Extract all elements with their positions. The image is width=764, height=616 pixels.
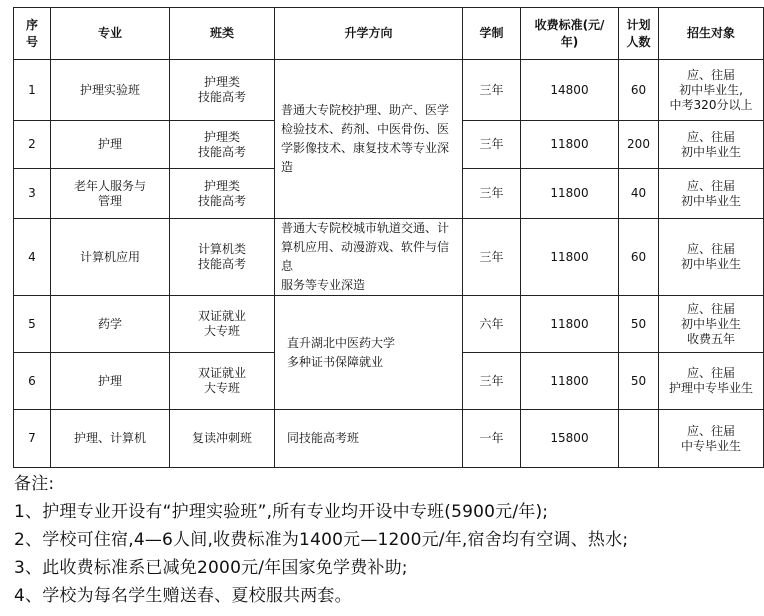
direction-medical: 普通大专院校护理、助产、医学 检验技术、药剂、中医骨伤、医 学影像技术、康复技术等专业深 造: [275, 60, 463, 219]
row-target: 应、往届 护理中专毕业生: [659, 353, 764, 410]
row-fee: 11800: [521, 296, 619, 353]
enrollment-table: [13, 7, 764, 468]
row-target: 应、往届 初中毕业生 收费五年: [659, 296, 764, 353]
row-target: 应、往届 初中毕业生: [659, 169, 764, 219]
row-years: 一年: [463, 410, 521, 468]
row-no: 3: [14, 169, 51, 219]
row-major: 计算机应用: [51, 219, 170, 296]
row-class: 计算机类 技能高考: [170, 219, 275, 296]
note-item: 3、此收费标准系已减免2000元/年国家免学费补助;: [14, 558, 408, 578]
row-no: 2: [14, 121, 51, 169]
row-target: 应、往届 初中毕业生: [659, 219, 764, 296]
notes-title: 备注:: [14, 474, 55, 494]
row-no: 4: [14, 219, 51, 296]
row-fee: 11800: [521, 353, 619, 410]
row-years: 三年: [463, 353, 521, 410]
row-no: 1: [14, 60, 51, 121]
row-plan: 60: [619, 60, 659, 121]
row-fee: 14800: [521, 60, 619, 121]
row-plan: 50: [619, 296, 659, 353]
row-class: 护理类 技能高考: [170, 169, 275, 219]
row-years: 六年: [463, 296, 521, 353]
row-target: 应、往届 初中毕业生: [659, 121, 764, 169]
header-no: 序号: [14, 8, 51, 60]
note-item: 4、学校为每名学生赠送春、夏校服共两套。: [14, 586, 352, 606]
header-years: 学制: [463, 8, 521, 60]
table-row: [14, 60, 764, 121]
row-major: 护理: [51, 353, 170, 410]
header-major: 专业: [51, 8, 170, 60]
direction-repeat: 同技能高考班: [275, 410, 463, 468]
header-class: 班类: [170, 8, 275, 60]
row-plan: 50: [619, 353, 659, 410]
row-years: 三年: [463, 219, 521, 296]
row-fee: 11800: [521, 219, 619, 296]
table-row: [14, 219, 764, 296]
header-direction: 升学方向: [275, 8, 463, 60]
header-plan: 计划人数: [619, 8, 659, 60]
row-years: 三年: [463, 60, 521, 121]
row-target: 应、往届 中专毕业生: [659, 410, 764, 468]
row-no: 6: [14, 353, 51, 410]
row-plan: 40: [619, 169, 659, 219]
header-fee: 收费标准(元/年): [521, 8, 619, 60]
row-class: 双证就业 大专班: [170, 296, 275, 353]
row-fee: 11800: [521, 121, 619, 169]
row-fee: 11800: [521, 169, 619, 219]
header-target: 招生对象: [659, 8, 764, 60]
row-no: 7: [14, 410, 51, 468]
row-class: 护理类 技能高考: [170, 121, 275, 169]
table-row: [14, 296, 764, 353]
row-no: 5: [14, 296, 51, 353]
table-row: [14, 410, 764, 468]
row-major: 老年人服务与 管理: [51, 169, 170, 219]
row-plan: [619, 410, 659, 468]
row-years: 三年: [463, 121, 521, 169]
row-plan: 200: [619, 121, 659, 169]
notes: [14, 470, 719, 610]
row-class: 双证就业 大专班: [170, 353, 275, 410]
row-major: 药学: [51, 296, 170, 353]
direction-hubei: 直升湖北中医药大学 多种证书保障就业: [275, 296, 463, 410]
row-class: 复读冲刺班: [170, 410, 275, 468]
row-years: 三年: [463, 169, 521, 219]
header-row: [14, 8, 764, 60]
row-major: 护理、计算机: [51, 410, 170, 468]
row-plan: 60: [619, 219, 659, 296]
row-fee: 15800: [521, 410, 619, 468]
row-major: 护理实验班: [51, 60, 170, 121]
note-item: 2、学校可住宿,4—6人间,收费标准为1400元—1200元/年,宿舍均有空调、热水;: [14, 530, 629, 550]
row-major: 护理: [51, 121, 170, 169]
row-target: 应、往届 初中毕业生, 中考320分以上: [659, 60, 764, 121]
direction-computer: 普通大专院校城市轨道交通、计 算机应用、动漫游戏、软件与信息 服务等专业深造: [275, 219, 463, 296]
row-class: 护理类 技能高考: [170, 60, 275, 121]
note-item: 1、护理专业开设有“护理实验班”,所有专业均开设中专班(5900元/年);: [14, 502, 549, 522]
